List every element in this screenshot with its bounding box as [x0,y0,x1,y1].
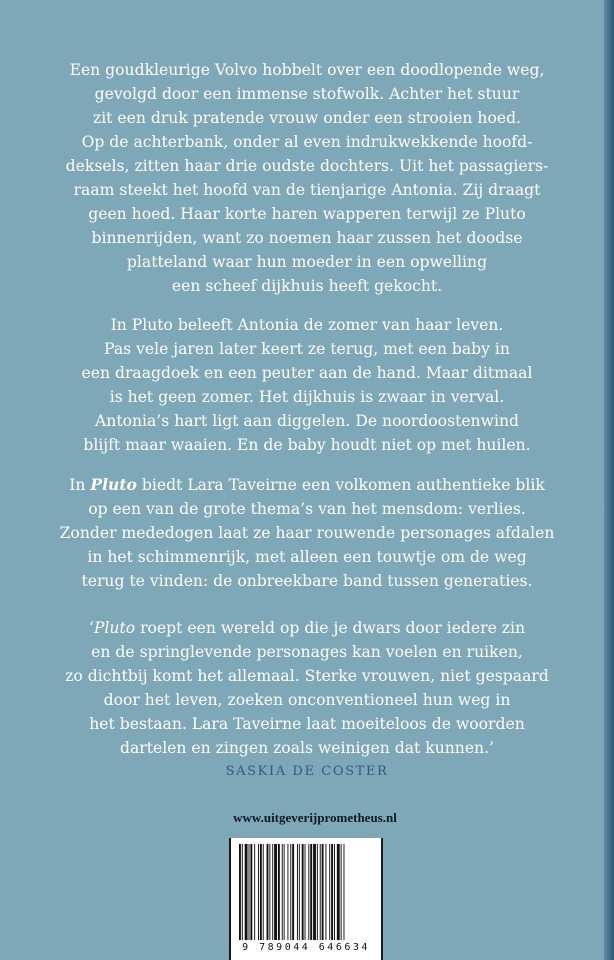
barcode-bar [341,844,342,940]
quote-open-mark: ‘ [88,619,94,637]
barcode-bar [278,844,280,940]
barcode-bar [263,844,264,940]
blurb-line: zit een druk pratende vrouw onder een strooien hoed. [92,109,522,127]
barcode-bar [272,844,273,940]
barcode-bar [245,844,248,940]
barcode-bar [239,844,241,940]
barcode-bar [269,844,270,940]
quote-line: dartelen en zingen zoals weinigen dat kunnen.’ [119,739,495,757]
barcode-bar [334,844,335,940]
barcode-bar [287,844,288,940]
barcode [229,838,383,960]
barcode-bar [290,844,291,940]
blurb-line: In Pluto beleeft Antonia de zomer van haar leven. [110,316,504,334]
barcode-bar [302,844,304,940]
blurb-paragraph-2 [40,313,574,457]
barcode-bar [308,844,309,940]
blurb-line: in het schimmenrijk, met alleen een touwtje om de weg [87,548,527,566]
quote-line-rest: roept een wereld op die je dwars door iedere zin [135,619,526,637]
barcode-bar [260,844,262,940]
blurb-line: een scheef dijkhuis heeft gekocht. [171,277,443,295]
quote-line: en de springlevende personages kan voelen en ruiken, [91,643,523,661]
review-quote [40,616,574,760]
blurb-line: Pas vele jaren later keert ze terug, met een baby in [104,340,510,358]
barcode-bar [344,844,345,940]
blurb-line: raam steekt het hoofd van de tienjarige Antonia. Zij draagt [73,181,541,199]
blurb-line: deksels, zitten haar drie oudste dochters. Uit het passagiers- [65,157,549,175]
quote-line: het bestaan. Lara Taveirne laat moeiteloos de woorden [89,715,525,733]
barcode-bar [274,844,277,940]
book-title-inline: Pluto [90,475,137,494]
barcode-bar [250,844,252,940]
barcode-bar [322,844,324,940]
blurb-line-suffix: biedt Lara Taveirne een volkomen authentieke blik [136,476,545,494]
barcode-bar [305,844,306,940]
blurb-line: op een van de grote thema’s van het mensdom: verlies. [88,500,526,518]
blurb-line: Op de achterbank, onder al even indrukwekkende hoofd- [81,133,533,151]
barcode-bar [320,844,321,940]
quote-line [40,616,574,640]
barcode-bar [258,844,259,940]
barcode-bars [239,844,373,940]
barcode-bar [282,844,283,940]
book-title-inline: Pluto [93,619,136,637]
barcode-bar [292,844,294,940]
barcode-bar [317,844,318,940]
spine-edge [604,0,614,960]
blurb-paragraph-1 [40,58,574,298]
publisher-url: www.uitgeverijprometheus.nl [233,810,397,825]
isbn-number: 9 789044 646634 [242,942,370,953]
blurb-line: geen hoed. Haar korte haren wapperen terwijl ze Pluto [88,205,526,223]
blurb-line: binnenrijden, want zo noemen haar zussen het doodse [91,229,523,247]
blurb-line [40,473,574,497]
barcode-bar [331,844,333,940]
barcode-bar [325,844,326,940]
blurb-paragraph-3 [40,473,574,593]
barcode-bar [337,844,340,940]
barcode-bar [313,844,316,940]
blurb-line: is het geen zomer. Het dijkhuis is zwaar in verval. [109,388,505,406]
barcode-bar [249,844,250,940]
blurb-line: platteland waar hun moeder in een opwelling [126,253,488,271]
quote-line: zo dichtbij komt het allemaal. Sterke vrouwen, niet gespaard [65,667,549,685]
blurb-line-prefix: In [69,476,91,494]
barcode-bar [310,844,312,940]
barcode-bar [284,844,285,940]
quote-author: SASKIA DE COSTER [225,764,389,779]
barcode-bar [299,844,300,940]
blurb-line: Zonder mededogen laat ze haar rouwende personages afdalen [59,524,555,542]
barcode-bar [329,844,330,940]
blurb-line: gevolgd door een immense stofwolk. Achter het stuur [94,85,520,103]
blurb-line: blijft maar waaien. En de baby houdt niet op met huilen. [83,436,531,454]
barcode-bar [267,844,269,940]
blurb-line: een draagdoek en een peuter aan de hand. Maar ditmaal [81,364,533,382]
barcode-bar [297,844,298,940]
blurb-line: Antonia’s hart ligt aan diggelen. De noordoostenwind [95,412,519,430]
blurb-line: Een goudkleurige Volvo hobbelt over een doodlopende weg, [69,61,545,79]
quote-line: door het leven, zoeken onconventioneel hun weg in [103,691,511,709]
blurb-line: terug te vinden: de onbreekbare band tussen generaties. [81,572,533,590]
barcode-bar [242,844,243,940]
barcode-bar [254,844,255,940]
